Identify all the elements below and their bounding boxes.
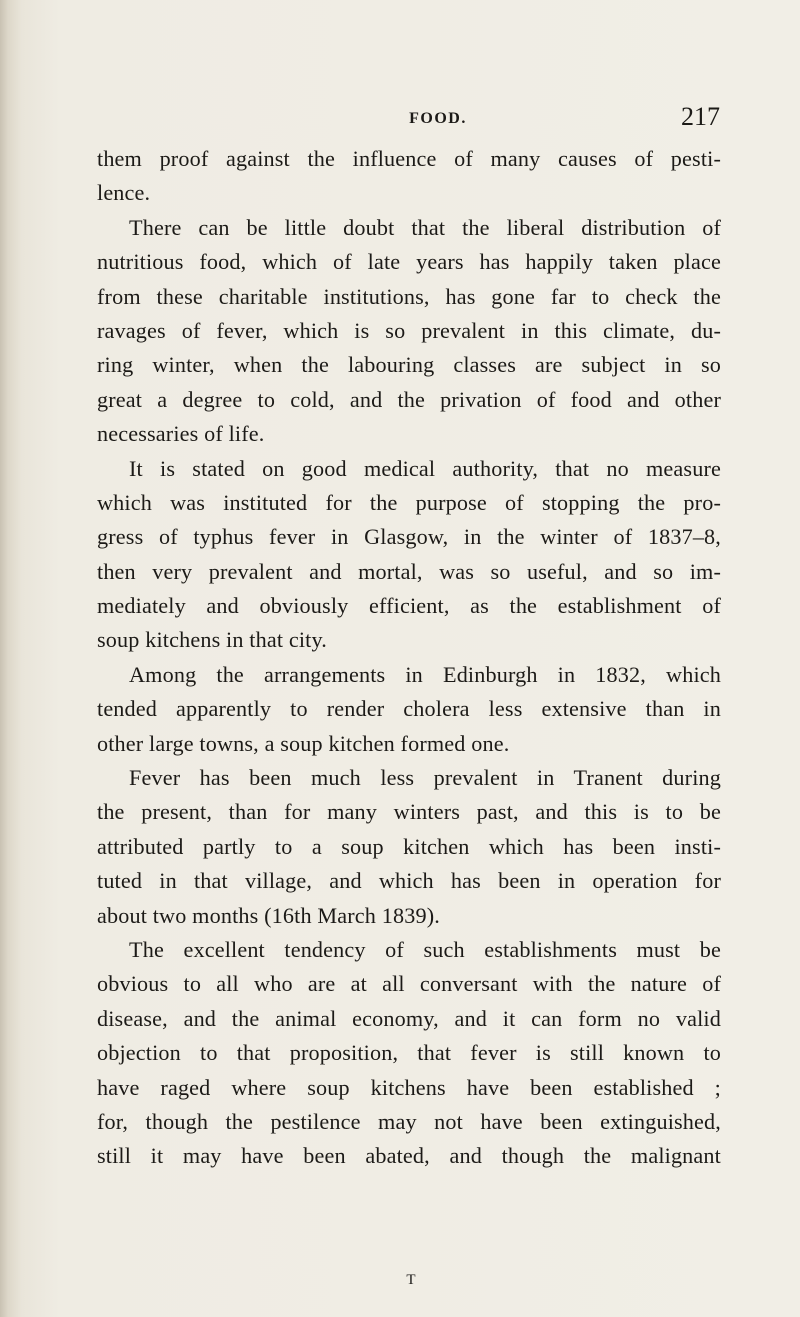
text-line: for, though the pestilence may not have been extinguished,: [97, 1108, 721, 1134]
text-line: other large towns, a soup kitchen formed one.: [97, 730, 510, 756]
text-line: obvious to all who are at all conversant with the nature of: [97, 971, 721, 997]
text-line: the present, than for many winters past, and this is to be: [97, 799, 721, 825]
text-line: great a degree to cold, and the privation of food and other: [97, 386, 721, 412]
text-line: attributed partly to a soup kitchen which has been insti-: [97, 833, 721, 859]
text-line: tended apparently to render cholera less extensive than in: [97, 696, 721, 722]
text-line: ring winter, when the labouring classes are subject in so: [97, 352, 721, 378]
text-line: about two months (16th March 1839).: [97, 902, 440, 928]
text-line: nutritious food, which of late years has happily taken place: [97, 249, 721, 275]
text-line: Fever has been much less prevalent in Tranent during: [129, 765, 721, 791]
text-line: them proof against the influence of many causes of pesti-: [97, 146, 721, 171]
text-line: gress of typhus fever in Glasgow, in the winter of 1837–8,: [97, 524, 721, 550]
text-line: There can be little doubt that the liberal distribution of: [129, 214, 721, 240]
text-line: mediately and obviously efficient, as the establishment of: [97, 593, 721, 619]
text-line: which was instituted for the purpose of stopping the pro-: [97, 489, 721, 515]
text-line: disease, and the animal economy, and it can form no valid: [97, 1005, 721, 1031]
text-line: lence.: [97, 180, 151, 206]
text-line: soup kitchens in that city.: [97, 627, 327, 653]
text-line: The excellent tendency of such establishments must be: [129, 936, 721, 962]
text-line: then very prevalent and mortal, was so useful, and so im-: [97, 558, 721, 584]
text-line: It is stated on good medical authority, that no measure: [129, 455, 721, 481]
text-line: Among the arrangements in Edinburgh in 1832, which: [129, 661, 721, 687]
text-line: tuted in that village, and which has been in operation for: [97, 868, 721, 894]
text-line: have raged where soup kitchens have been established ;: [97, 1074, 721, 1100]
text-line: objection to that proposition, that fever is still known to: [97, 1040, 721, 1066]
text-line: ravages of fever, which is so prevalent in this climate, du-: [97, 317, 721, 343]
running-head: FOOD.: [409, 110, 467, 127]
body-text: [97, 142, 721, 1174]
page-number: 217: [681, 102, 720, 131]
text-line: still it may have been abated, and though the malignant: [97, 1143, 721, 1169]
page-header: [96, 104, 720, 138]
text-line: necessaries of life.: [97, 421, 265, 447]
signature-mark: T: [406, 1272, 416, 1288]
text-line: from these charitable institutions, has gone far to check the: [97, 283, 721, 309]
